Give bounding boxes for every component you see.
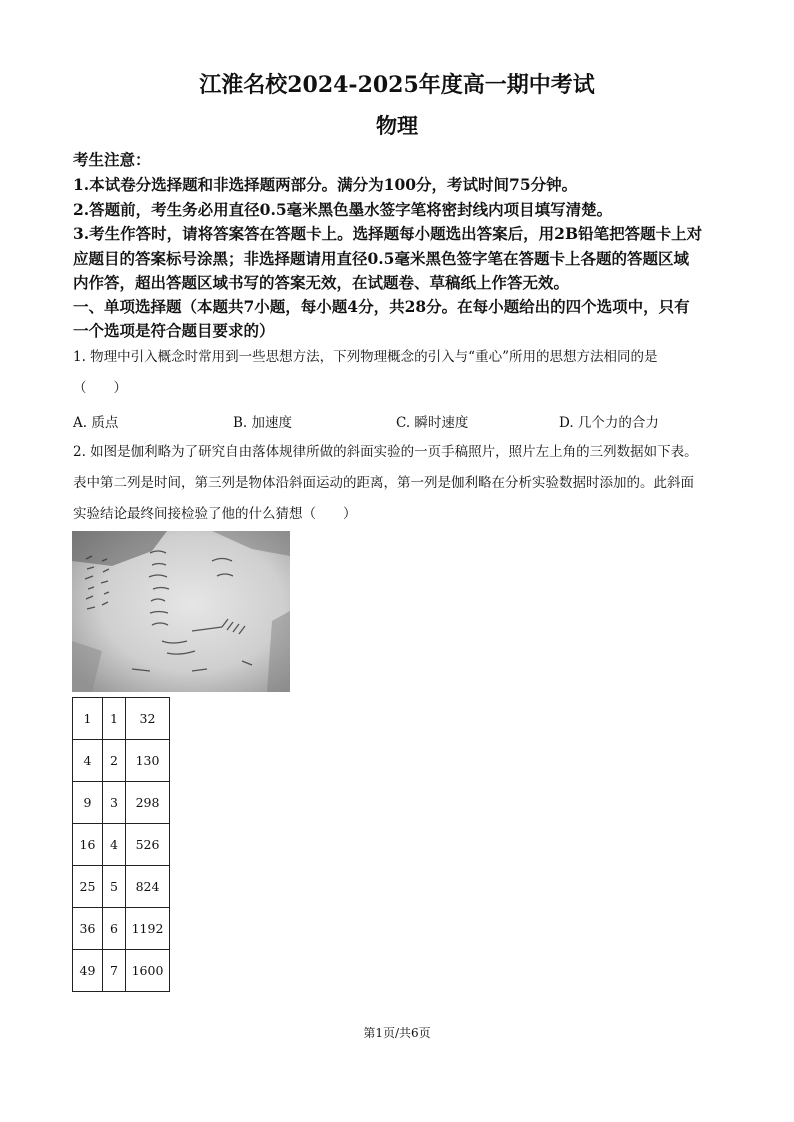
- notice-line: 应题目的答案标号涂黑；非选择题请用直径0.5毫米黑色签字笔在答题卡上各题的答题区域: [73, 249, 689, 268]
- table-cell: 25: [73, 866, 103, 908]
- table-cell: 526: [126, 824, 170, 866]
- question-2-line: 2. 如图是伽利略为了研究自由落体规律所做的斜面实验的一页手稿照片，照片左上角的三列数据如下表。: [73, 444, 698, 460]
- question-2-line: 表中第二列是时间，第三列是物体沿斜面运动的距离，第一列是伽利略在分析实验数据时添加的。此斜面: [73, 475, 694, 491]
- exam-title: 江淮名校2024-2025年度高一期中考试: [199, 72, 595, 98]
- section-heading: 一、单项选择题（本题共7小题，每小题4分，共28分。在每小题给出的四个选项中，只有: [73, 297, 690, 316]
- question-1-paren: （ ）: [73, 380, 127, 396]
- table-cell: 824: [126, 866, 170, 908]
- table-body: [73, 698, 170, 992]
- table-cell: 1192: [126, 908, 170, 950]
- notice-line: 1.本试卷分选择题和非选择题两部分。满分为100分，考试时间75分钟。: [73, 175, 578, 194]
- question-1-text: 1. 物理中引入概念时常用到一些思想方法，下列物理概念的引入与“重心”所用的思想方法相同的是: [73, 349, 658, 365]
- notice-heading: 考生注意：: [73, 150, 151, 169]
- table-cell: 130: [126, 740, 170, 782]
- table-row: [73, 698, 170, 740]
- table-row: [73, 866, 170, 908]
- table-cell: 298: [126, 782, 170, 824]
- table-cell: 9: [73, 782, 103, 824]
- table-row: [73, 782, 170, 824]
- table-cell: 4: [73, 740, 103, 782]
- table-cell: 32: [126, 698, 170, 740]
- table-cell: 1600: [126, 950, 170, 992]
- section-heading-cont: 一个选项是符合题目要求的）: [73, 321, 275, 340]
- table-row: [73, 950, 170, 992]
- notice-line: 3.考生作答时，请将答案答在答题卡上。选择题每小题选出答案后，用2B铅笔把答题卡上对: [73, 224, 703, 243]
- manuscript-photo: [72, 531, 290, 692]
- notice-line: 内作答，超出答题区域书写的答案无效，在试题卷、草稿纸上作答无效。: [73, 273, 570, 292]
- subject-title: 物理: [376, 113, 418, 138]
- table-cell: 36: [73, 908, 103, 950]
- option-d: D. 几个力的合力: [559, 415, 659, 431]
- notice-line: 2.答题前，考生务必用直径0.5毫米黑色墨水签字笔将密封线内项目填写清楚。: [73, 200, 613, 219]
- option-b: B. 加速度: [233, 415, 293, 431]
- table-cell: 4: [103, 824, 126, 866]
- table-row: [73, 908, 170, 950]
- table-cell: 16: [73, 824, 103, 866]
- table-cell: 1: [103, 698, 126, 740]
- table-cell: 7: [103, 950, 126, 992]
- galileo-data-table: [72, 697, 170, 992]
- option-c: C. 瞬时速度: [396, 415, 469, 431]
- table-cell: 6: [103, 908, 126, 950]
- question-2-line: 实验结论最终间接检验了他的什么猜想（ ）: [73, 506, 357, 522]
- table-cell: 1: [73, 698, 103, 740]
- table-cell: 3: [103, 782, 126, 824]
- table-cell: 49: [73, 950, 103, 992]
- page-number: 第1页/共6页: [363, 1026, 431, 1040]
- table-row: [73, 824, 170, 866]
- option-a: A. 质点: [73, 415, 119, 431]
- table-row: [73, 740, 170, 782]
- table-cell: 2: [103, 740, 126, 782]
- table-cell: 5: [103, 866, 126, 908]
